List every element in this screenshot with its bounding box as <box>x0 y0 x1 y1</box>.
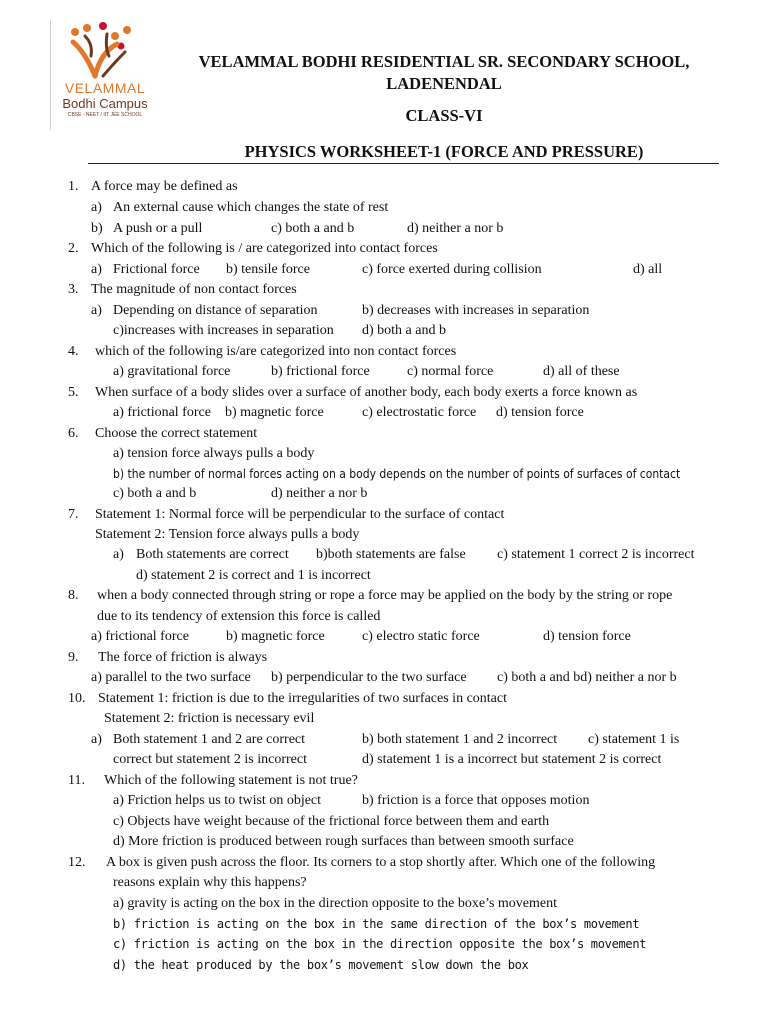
q6-opt-d: d) neither a nor b <box>271 486 368 501</box>
q8-opt-b: b) magnetic force <box>226 629 325 644</box>
q9-opt-cd: c) both a and bd) neither a nor b <box>497 670 677 685</box>
q7-statement1: Statement 1: Normal force will be perpendicular to the surface of contact <box>95 507 505 522</box>
q6-opt-a: a) tension force always pulls a body <box>113 446 315 461</box>
q6-opt-b: b) the number of normal forces acting on a body depends on the number of points of surfaces of contact <box>113 467 681 481</box>
q2-number: 2. <box>68 241 79 256</box>
q10-opt-c-cont: correct but statement 2 is incorrect <box>113 752 307 767</box>
q2-opt-d: d) all <box>633 262 663 277</box>
q11-text: Which of the following statement is not true? <box>104 773 358 788</box>
q3-opt-d: d) both a and b <box>362 323 446 338</box>
q9-number: 9. <box>68 650 79 665</box>
q1-opt-c: c) both a and b <box>271 221 355 236</box>
q2-text: Which of the following is / are categorized into contact forces <box>91 241 438 256</box>
q1-number: 1. <box>68 179 79 194</box>
class-title: CLASS-VI <box>405 106 483 125</box>
q11-number: 11. <box>68 773 85 788</box>
q10-opt-c: c) statement 1 is <box>588 732 680 747</box>
q7-opt-c: c) statement 1 correct 2 is incorrect <box>497 547 695 562</box>
q7-opt-a: Both statements are correct <box>136 547 289 562</box>
q11-opt-c: c) Objects have weight because of the frictional force between them and earth <box>113 814 550 829</box>
q5-opt-c: c) electrostatic force <box>362 405 477 420</box>
q12-opt-d: d) the heat produced by the box’s movement slow down the box <box>113 958 529 972</box>
q11-opt-d: d) More friction is produced between rough surfaces than between smooth surface <box>113 834 574 849</box>
q4-text: which of the following is/are categorized into non contact forces <box>95 344 457 359</box>
q12-number: 12. <box>68 855 86 870</box>
header-rule <box>88 163 719 164</box>
q1-opt-a-label: a) <box>91 200 102 215</box>
q9-opt-a: a) parallel to the two surface <box>91 670 251 685</box>
q5-text: When surface of a body slides over a surface of another body, each body exerts a force known as <box>95 385 638 400</box>
q7-number: 7. <box>68 507 79 522</box>
q8-text: when a body connected through string or rope a force may be applied on the body by the string or rope <box>97 588 673 603</box>
q12-text: A box is given push across the floor. Its corners to a stop shortly after. Which one of the following <box>106 855 656 870</box>
logo-divider <box>50 20 51 130</box>
school-name-line1: VELAMMAL BODHI RESIDENTIAL SR. SECONDARY SCHOOL, <box>198 52 690 71</box>
q7-opt-a-label: a) <box>113 547 124 562</box>
q10-opt-b: b) both statement 1 and 2 incorrect <box>362 732 558 747</box>
q8-opt-d: d) tension force <box>543 629 631 644</box>
q3-number: 3. <box>68 282 79 297</box>
q8-opt-a: a) frictional force <box>91 629 189 644</box>
q9-opt-b: b) perpendicular to the two surface <box>271 670 467 685</box>
logo-subtitle: Bodhi Campus <box>62 96 148 111</box>
q6-opt-c: c) both a and b <box>113 486 197 501</box>
q7-statement2: Statement 2: Tension force always pulls a body <box>95 527 360 542</box>
q5-opt-a: a) frictional force <box>113 405 211 420</box>
q1-opt-b: A push or a pull <box>113 221 203 236</box>
q8-opt-c: c) electro static force <box>362 629 480 644</box>
school-name-line2: LADENENDAL <box>386 74 502 93</box>
q4-opt-b: b) frictional force <box>271 364 370 379</box>
q2-opt-c: c) force exerted during collision <box>362 262 542 277</box>
q2-opt-a: Frictional force <box>113 262 200 277</box>
logo-tagline: CBSE - NEET / IIT JEE SCHOOL <box>67 112 143 118</box>
q1-opt-b-label: b) <box>91 221 103 236</box>
q5-opt-d: d) tension force <box>496 405 584 420</box>
logo-name: VELAMMAL <box>64 80 146 96</box>
q3-opt-a-label: a) <box>91 303 102 318</box>
q6-number: 6. <box>68 426 79 441</box>
q3-opt-a: Depending on distance of separation <box>113 303 318 318</box>
q8-number: 8. <box>68 588 79 603</box>
q7-opt-b: b)both statements are false <box>316 547 466 562</box>
q5-number: 5. <box>68 385 79 400</box>
q10-opt-a: Both statement 1 and 2 are correct <box>113 732 306 747</box>
q4-opt-a: a) gravitational force <box>113 364 231 379</box>
q1-opt-a: An external cause which changes the state of rest <box>113 200 389 215</box>
q3-text: The magnitude of non contact forces <box>91 282 297 297</box>
q3-opt-c: c)increases with increases in separation <box>113 323 334 338</box>
q11-opt-b: b) friction is a force that opposes motion <box>362 793 590 808</box>
q7-opt-d: d) statement 2 is correct and 1 is incorrect <box>136 568 371 583</box>
q4-number: 4. <box>68 344 79 359</box>
q3-opt-b: b) decreases with increases in separation <box>362 303 590 318</box>
q4-opt-c: c) normal force <box>407 364 494 379</box>
q2-opt-a-label: a) <box>91 262 102 277</box>
q4-opt-d: d) all of these <box>543 364 620 379</box>
q12-opt-a: a) gravity is acting on the box in the direction opposite to the boxe’s movement <box>113 896 558 911</box>
q6-text: Choose the correct statement <box>95 426 258 441</box>
q11-opt-a: a) Friction helps us to twist on object <box>113 793 322 808</box>
q1-opt-d: d) neither a nor b <box>407 221 504 236</box>
q10-statement2: Statement 2: friction is necessary evil <box>104 711 315 726</box>
worksheet-title: PHYSICS WORKSHEET-1 (FORCE AND PRESSURE) <box>244 142 644 161</box>
q1-text: A force may be defined as <box>91 179 238 194</box>
q9-text: The force of friction is always <box>98 650 268 665</box>
q8-text-cont: due to its tendency of extension this force is called <box>97 609 381 624</box>
q10-opt-d: d) statement 1 is a incorrect but statement 2 is correct <box>362 752 662 767</box>
q5-opt-b: b) magnetic force <box>225 405 324 420</box>
q10-number: 10. <box>68 691 86 706</box>
q10-statement1: Statement 1: friction is due to the irregularities of two surfaces in contact <box>98 691 507 706</box>
q12-opt-c: c) friction is acting on the box in the direction opposite the box’s movement <box>113 937 647 951</box>
q12-text-cont: reasons explain why this happens? <box>113 875 307 890</box>
q10-opt-a-label: a) <box>91 732 102 747</box>
q12-opt-b: b) friction is acting on the box in the same direction of the box’s movement <box>113 917 640 931</box>
q2-opt-b: b) tensile force <box>226 262 310 277</box>
